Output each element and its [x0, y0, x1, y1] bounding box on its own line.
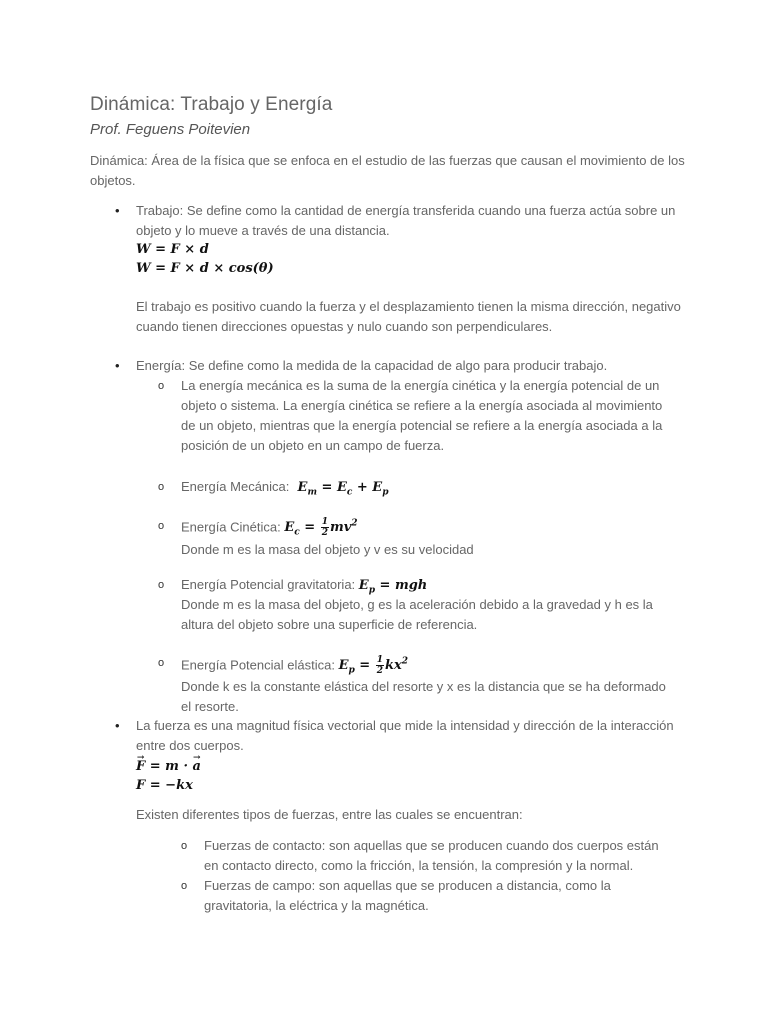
energia-gravitatoria-formula: $E_p$ = mgh — [358, 578, 428, 596]
circle-bullet-icon: o — [158, 579, 165, 591]
energia-cinetica-note: Donde m es la masa del objeto y v es su velocidad — [181, 542, 474, 557]
document-author: Prof. Feguens Poitevien — [90, 121, 251, 138]
bullet-icon: • — [115, 203, 120, 218]
energia-text: Energía: Se define como la medida de la capacidad de algo para producir trabajo. — [136, 358, 608, 373]
energia-mecanica-row — [181, 477, 673, 503]
circle-bullet-icon: o — [158, 481, 165, 493]
trabajo-equation-2 — [136, 259, 274, 279]
energia-mecanica-label: Energía Mecánica: — [181, 479, 290, 494]
circle-bullet-icon: o — [181, 840, 188, 852]
energia-cinetica-formula: $E_c$ = $\frac{1}{2}$ $mv^2$ — [284, 517, 358, 539]
trabajo-eq1-text: W = F × d — [136, 242, 209, 257]
fuerzas-campo: Fuerzas de campo: son aquellas que se producen a distancia, como la gravitatoria, la eléctrica y la magnética. — [204, 878, 611, 913]
energia-gravitatoria-note: Donde m es la masa del objeto, g es la aceleración debido a la gravedad y h es la altura del objeto sobre una superficie de referencia. — [181, 597, 653, 632]
fuerzas-contacto: Fuerzas de contacto: son aquellas que se producen cuando dos cuerpos están en contacto directo, como la fricción, la tensión, la compresión y la normal. — [204, 838, 659, 873]
trabajo-equation-1 — [136, 240, 209, 260]
fuerza-text: La fuerza es una magnitud física vectorial que mide la intensidad y dirección de la interacción entre dos cuerpos. — [136, 718, 674, 753]
intro-paragraph: Dinámica: Área de la física que se enfoca en el estudio de las fuerzas que causan el movimiento de los objetos. — [90, 153, 685, 188]
trabajo-text: Trabajo: Se define como la cantidad de energía transferida cuando una fuerza actúa sobre un objeto y lo mueve a través de una distancia. — [136, 203, 676, 238]
fuerza-equation-1: → F = m · → a — [136, 757, 201, 777]
energia-elastica-note: Donde k es la constante elástica del resorte y x es la distancia que se ha deformado el resorte. — [181, 679, 666, 714]
fuerza-equation-2: F = −kx — [136, 778, 193, 793]
trabajo-eq2-text: W = F × d × cos(θ) — [136, 261, 274, 276]
energia-elastica-formula: $E_p$ = $\frac{1}{2}$ $kx^2$ — [338, 655, 409, 677]
energia-mecanica-description: La energía mecánica es la suma de la energía cinética y la energía potencial de un objeto o sistema. La energía cinética se refiere a la energía asociada al movimiento de un objeto, mientras que la energía potencial se refiere a la energía asociada a la posición de un objeto en un campo de fuerza. — [181, 378, 663, 453]
circle-bullet-icon: o — [158, 380, 165, 392]
fuerza-tipos: Existen diferentes tipos de fuerzas, entre las cuales se encuentran: — [136, 807, 523, 822]
energia-elastica-label: Energía Potencial elástica: — [181, 657, 335, 673]
energia-mecanica-formula: $E_m = E_c + E_p$ — [293, 480, 389, 498]
bullet-icon: • — [115, 358, 120, 373]
circle-bullet-icon: o — [158, 657, 165, 669]
trabajo-note: El trabajo es positivo cuando la fuerza y el desplazamiento tienen la misma dirección, negativo cuando tienen direcciones opuestas y nulo cuando son perpendiculares. — [136, 299, 681, 334]
document-title: Dinámica: Trabajo y Energía — [90, 94, 333, 115]
energia-gravitatoria-label: Energía Potencial gravitatoria: — [181, 577, 356, 592]
bullet-icon: • — [115, 718, 120, 733]
energia-cinetica-row — [181, 514, 673, 543]
energia-cinetica-label: Energía Cinética: — [181, 519, 281, 535]
circle-bullet-icon: o — [158, 520, 165, 532]
circle-bullet-icon: o — [181, 880, 188, 892]
